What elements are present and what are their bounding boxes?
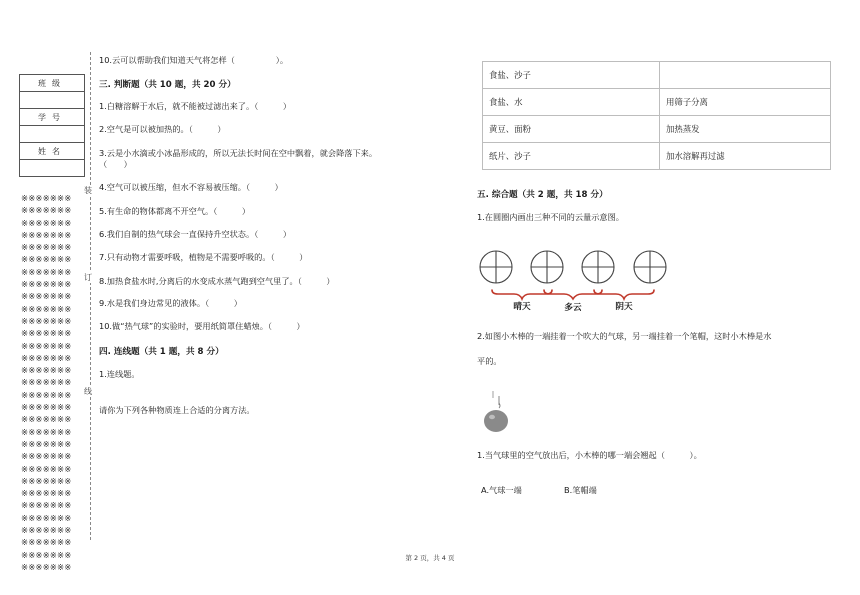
option-b: B.笔帽端 — [564, 485, 597, 495]
class-label: 班级 — [20, 75, 85, 92]
table-row — [483, 116, 831, 143]
substance-cell: 黄豆、面粉 — [483, 116, 660, 143]
judge-question-5: 5.有生命的物体都离不开空气。（ ） — [99, 206, 251, 216]
balloon-stick-image — [479, 385, 519, 437]
option-a: A.气球一端 — [481, 485, 522, 495]
judge-question-10: 10.做“热气球”的实验时，要用纸简罩住蜡烛。（ ） — [99, 321, 305, 331]
comprehensive-question-1: 1.在圆圈内画出三种不同的云量示意图。 — [477, 212, 624, 222]
question-fill-10: 10.云可以帮助我们知道天气将怎样（ ）。 — [99, 55, 289, 65]
name-blank — [20, 160, 85, 177]
matching-instruction: 请你为下列各种物质连上合适的分离方法。 — [99, 405, 255, 415]
page-footer: 第 2 页，共 4 页 — [405, 554, 455, 562]
binding-dashed-line — [90, 52, 91, 540]
student-info-table — [19, 74, 85, 177]
cloud-circle-4 — [634, 251, 666, 283]
student-id-label: 学号 — [20, 109, 85, 126]
cloud-amount-diagram — [476, 246, 676, 318]
binding-char-zhuang: 装 — [84, 186, 92, 195]
cloud-circle-2 — [531, 251, 563, 283]
judge-question-6: 6.我们自制的热气球会一直保持升空状态。（ ） — [99, 229, 292, 239]
section-5-title: 五. 综合题（共 2 题，共 18 分） — [477, 190, 608, 200]
cloud-circle-1 — [480, 251, 512, 283]
balloon-icon — [484, 410, 508, 432]
judge-question-7: 7.只有动物才需要呼吸，植物是不需要呼吸的。（ ） — [99, 252, 308, 262]
method-cell: 加水溶解再过滤 — [660, 143, 831, 170]
student-id-blank — [20, 126, 85, 143]
label-sunny: 晴天 — [513, 302, 531, 312]
judge-question-3-bracket: （ ） — [99, 159, 132, 169]
section-4-title: 四. 连线题（共 1 题，共 8 分） — [99, 347, 224, 357]
cloud-circle-3 — [582, 251, 614, 283]
cross-pattern-column: ※※※※※※※ ※※※※※※※ ※※※※※※※ ※※※※※※※ ※※※※※※※ ※※※※※※※ ※※※※※※※ ※※※※※※※ ※※※※※※※ ※※※※※※※ ※※※※※※※ ※※※※※※※ ※※※※※※※ ※※※※※※※ ※※※※※※※ ※※※※※※※ ※※※※※※※ ※※※※※※※ ※※※※※※※ ※※※※※※※ ※※※※※※※ ※※※※※※※ ※※※※※※※ ※※※※※※※ ※※※※※※※ ※※※※※※※ ※※※※※※※ ※※※※※※※ ※※※※※※※ ※※※※※※※ ※※※※※※※ — [21, 194, 72, 573]
comprehensive-question-2-line1: 2.如图小木棒的一端挂着一个吹大的气球，另一端挂着一个笔帽，这时小木棒是水 — [477, 331, 772, 341]
judge-question-9: 9.水是我们身边常见的液体。（ ） — [99, 298, 242, 308]
table-row — [483, 143, 831, 170]
bracket-cloudy — [544, 290, 602, 299]
judge-question-8: 8.加热食盐水时,分离后的水变成水蒸气跑到空气里了。（ ） — [99, 276, 335, 286]
sub-question-1: 1.当气球里的空气放出后，小木棒的哪一端会翘起（ ）。 — [477, 450, 702, 460]
method-cell: 用筛子分离 — [660, 89, 831, 116]
bracket-overcast — [594, 290, 654, 299]
method-cell: 加热蒸发 — [660, 116, 831, 143]
section-3-title: 三. 判断题（共 10 题，共 20 分） — [99, 80, 236, 90]
comprehensive-question-2-line2: 平的。 — [477, 356, 502, 366]
label-cloudy: 多云 — [564, 303, 582, 313]
method-cell — [660, 62, 831, 89]
substance-cell: 食盐、水 — [483, 89, 660, 116]
class-blank — [20, 92, 85, 109]
separation-table — [482, 61, 831, 170]
substance-cell: 纸片、沙子 — [483, 143, 660, 170]
judge-question-3: 3.云是小水滴或小冰晶形成的，所以无法长时间在空中飘着，就会降落下来。 — [99, 148, 378, 158]
binding-char-ding: 订 — [84, 273, 92, 282]
bracket-sunny — [492, 290, 552, 299]
label-overcast: 阴天 — [615, 302, 633, 312]
table-row — [483, 62, 831, 89]
name-label: 姓名 — [20, 143, 85, 160]
binding-char-xian: 线 — [84, 387, 92, 396]
judge-question-2: 2.空气是可以被加热的。（ ） — [99, 124, 226, 134]
table-row — [483, 89, 831, 116]
substance-cell: 食盐、沙子 — [483, 62, 660, 89]
judge-question-1: 1.白糖溶解于水后，就不能被过滤出来了。（ ） — [99, 101, 292, 111]
judge-question-4: 4.空气可以被压缩，但水不容易被压缩。（ ） — [99, 182, 283, 192]
matching-question-1: 1.连线题。 — [99, 369, 140, 379]
